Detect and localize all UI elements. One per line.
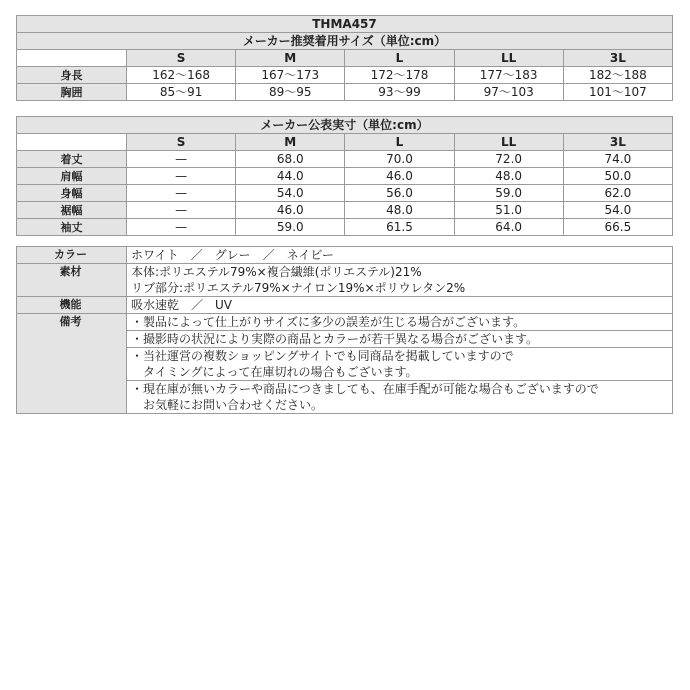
size-header: M bbox=[236, 50, 345, 67]
table-row bbox=[17, 151, 673, 168]
row-label: 裾幅 bbox=[17, 202, 127, 219]
table-cell: 66.5 bbox=[563, 219, 672, 236]
table-row bbox=[17, 202, 673, 219]
row-label: 肩幅 bbox=[17, 168, 127, 185]
table-cell: 172〜178 bbox=[345, 67, 454, 84]
table-cell: 54.0 bbox=[563, 202, 672, 219]
row-label: 着丈 bbox=[17, 151, 127, 168]
notes-row bbox=[17, 314, 673, 414]
color-value: ホワイト ／ グレー ／ ネイビー bbox=[127, 247, 673, 264]
table-cell: 61.5 bbox=[345, 219, 454, 236]
row-label: 機能 bbox=[17, 297, 127, 314]
corner-cell bbox=[17, 134, 127, 151]
size-header: L bbox=[345, 50, 454, 67]
note-item bbox=[127, 348, 672, 381]
table-cell: — bbox=[127, 219, 236, 236]
size-header: LL bbox=[454, 134, 563, 151]
note-line: ・撮影時の状況により実際の商品とカラーが若干異なる場合がございます。 bbox=[131, 332, 539, 346]
size-header: 3L bbox=[563, 50, 672, 67]
material-line: リブ部分:ポリエステル79%×ナイロン19%×ポリウレタン2% bbox=[131, 281, 466, 295]
table-cell: 62.0 bbox=[563, 185, 672, 202]
table-cell: 46.0 bbox=[345, 168, 454, 185]
note-line: ・当社運営の複数ショッピングサイトでも同商品を掲載していますので bbox=[131, 349, 514, 363]
table-cell: 50.0 bbox=[563, 168, 672, 185]
table-cell: 48.0 bbox=[454, 168, 563, 185]
table-cell: 72.0 bbox=[454, 151, 563, 168]
table-cell: 74.0 bbox=[563, 151, 672, 168]
material-row bbox=[17, 264, 673, 297]
row-label: 身長 bbox=[17, 67, 127, 84]
table-cell: 97〜103 bbox=[454, 84, 563, 101]
size-header: M bbox=[236, 134, 345, 151]
table-row bbox=[17, 185, 673, 202]
spec-table bbox=[16, 246, 673, 414]
row-label: 備考 bbox=[17, 314, 127, 414]
material-line: 本体:ポリエステル79%×複合繊維(ポリエステル)21% bbox=[131, 265, 422, 279]
table-cell: 89〜95 bbox=[236, 84, 345, 101]
row-label: 素材 bbox=[17, 264, 127, 297]
table-cell: 70.0 bbox=[345, 151, 454, 168]
table-cell: 162〜168 bbox=[127, 67, 236, 84]
function-row bbox=[17, 297, 673, 314]
table-cell: 182〜188 bbox=[563, 67, 672, 84]
size-header: S bbox=[127, 50, 236, 67]
note-item bbox=[127, 331, 672, 348]
table-cell: 51.0 bbox=[454, 202, 563, 219]
table-cell: 46.0 bbox=[236, 202, 345, 219]
table-cell: 59.0 bbox=[454, 185, 563, 202]
size-header: LL bbox=[454, 50, 563, 67]
size-header: L bbox=[345, 134, 454, 151]
row-label: カラー bbox=[17, 247, 127, 264]
table-cell: 68.0 bbox=[236, 151, 345, 168]
size-table-title: メーカー推奨着用サイズ（単位:cm） bbox=[17, 33, 673, 50]
table-cell: 93〜99 bbox=[345, 84, 454, 101]
table-cell: — bbox=[127, 185, 236, 202]
table-cell: 85〜91 bbox=[127, 84, 236, 101]
table-cell: — bbox=[127, 151, 236, 168]
recommended-size-table bbox=[16, 15, 673, 101]
table-cell: 59.0 bbox=[236, 219, 345, 236]
size-header: S bbox=[127, 134, 236, 151]
measurement-table bbox=[16, 116, 673, 236]
size-header: 3L bbox=[563, 134, 672, 151]
corner-cell bbox=[17, 50, 127, 67]
note-line: お気軽にお問い合わせください。 bbox=[131, 398, 324, 412]
table-cell: — bbox=[127, 168, 236, 185]
table-cell: 44.0 bbox=[236, 168, 345, 185]
table-cell: 56.0 bbox=[345, 185, 454, 202]
row-label: 袖丈 bbox=[17, 219, 127, 236]
table-row bbox=[17, 219, 673, 236]
note-item bbox=[127, 381, 672, 413]
note-item bbox=[127, 314, 672, 331]
table-row bbox=[17, 84, 673, 101]
color-row bbox=[17, 247, 673, 264]
row-label: 身幅 bbox=[17, 185, 127, 202]
product-code: THMA457 bbox=[17, 16, 673, 33]
table-cell: 101〜107 bbox=[563, 84, 672, 101]
table-row bbox=[17, 168, 673, 185]
table-cell: 48.0 bbox=[345, 202, 454, 219]
note-line: ・製品によって仕上がりサイズに多少の誤差が生じる場合がございます。 bbox=[131, 315, 526, 329]
table-cell: 64.0 bbox=[454, 219, 563, 236]
note-line: ・現在庫が無いカラーや商品につきましても、在庫手配が可能な場合もございますので bbox=[131, 382, 599, 396]
table-cell: 54.0 bbox=[236, 185, 345, 202]
table-cell: 177〜183 bbox=[454, 67, 563, 84]
table-row bbox=[17, 67, 673, 84]
table-cell: 167〜173 bbox=[236, 67, 345, 84]
note-line: タイミングによって在庫切れの場合もございます。 bbox=[131, 365, 418, 379]
measurement-table-title: メーカー公表実寸（単位:cm） bbox=[17, 117, 673, 134]
function-value: 吸水速乾 ／ UV bbox=[127, 297, 673, 314]
table-cell: — bbox=[127, 202, 236, 219]
row-label: 胸囲 bbox=[17, 84, 127, 101]
